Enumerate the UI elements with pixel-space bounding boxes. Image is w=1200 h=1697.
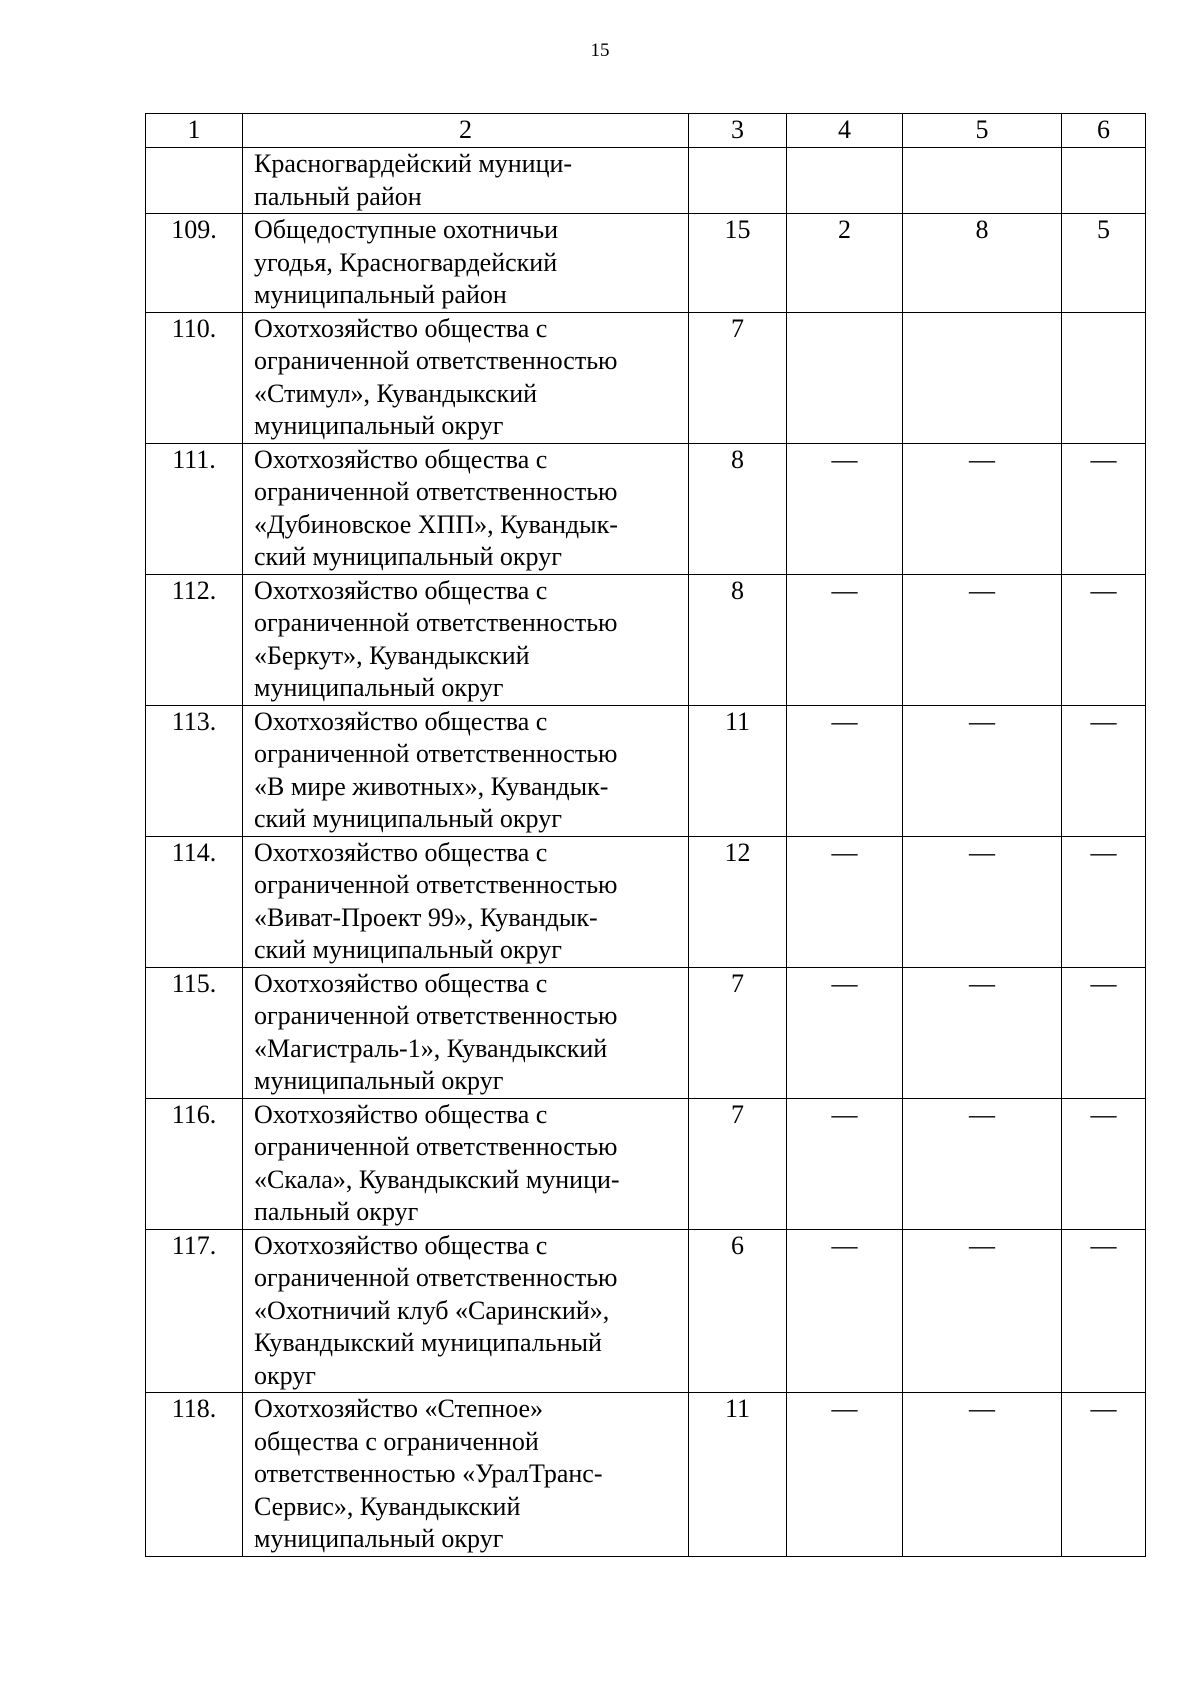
value-cell-c3: 11 — [689, 1393, 787, 1557]
name-line: муниципальный район — [254, 280, 507, 309]
value-cell-c4: — — [787, 574, 903, 705]
hunting-ground-name — [243, 574, 689, 705]
value-cell-c3: 8 — [689, 443, 787, 574]
value-cell-c3: 15 — [689, 214, 787, 313]
hunting-ground-name — [243, 1098, 689, 1229]
value-cell-c6: — — [1062, 1098, 1146, 1229]
value-cell-c5: — — [903, 967, 1062, 1098]
value-cell-c3: 8 — [689, 574, 787, 705]
name-line: «Дубиновское ХПП», Кувандык- — [254, 509, 618, 539]
name-line: Охотхозяйство общества с — [254, 1099, 548, 1129]
hunting-ground-name — [243, 967, 689, 1098]
row-number: 115. — [146, 967, 243, 1098]
column-header: 5 — [903, 114, 1062, 148]
row-number: 114. — [146, 836, 243, 967]
name-line: муниципальный округ — [254, 673, 504, 702]
value-cell-c6: — — [1062, 967, 1146, 1098]
name-line: «Беркут», Кувандыкский — [254, 640, 530, 670]
table-row — [146, 705, 1146, 836]
name-line: ограниченной ответственностью — [254, 1001, 618, 1030]
table-row — [146, 1098, 1146, 1229]
hunting-ground-name — [243, 1393, 689, 1557]
hunting-ground-name — [243, 443, 689, 574]
name-line: общества с ограниченной — [254, 1426, 539, 1456]
name-line: угодья, Красногвардейский — [254, 247, 558, 277]
table-row — [146, 214, 1146, 313]
value-cell-c3: 7 — [689, 312, 787, 443]
name-line: муниципальный округ — [254, 1524, 504, 1553]
value-cell-c5: — — [903, 1229, 1062, 1393]
row-number: 117. — [146, 1229, 243, 1393]
name-line: Охотхозяйство общества с — [254, 313, 548, 343]
hunting-ground-name — [243, 836, 689, 967]
name-line: «Магистраль-1», Кувандыкский — [254, 1033, 608, 1063]
name-line: Охотхозяйство общества с — [254, 444, 548, 474]
name-line: муниципальный округ — [254, 1066, 504, 1095]
row-number: 111. — [146, 443, 243, 574]
value-cell-c5: — — [903, 1098, 1062, 1229]
value-cell-c3 — [689, 148, 787, 214]
value-cell-c5: — — [903, 1393, 1062, 1557]
column-header: 1 — [146, 114, 243, 148]
name-line: «Стимул», Кувандыкский — [254, 378, 538, 408]
table-header-row — [146, 114, 1146, 148]
column-header: 4 — [787, 114, 903, 148]
value-cell-c5: — — [903, 443, 1062, 574]
value-cell-c6 — [1062, 148, 1146, 214]
name-line: Охотхозяйство общества с — [254, 1230, 548, 1260]
row-number: 110. — [146, 312, 243, 443]
row-number: 109. — [146, 214, 243, 313]
column-header: 3 — [689, 114, 787, 148]
value-cell-c4 — [787, 312, 903, 443]
row-number: 116. — [146, 1098, 243, 1229]
name-line: Охотхозяйство общества с — [254, 706, 548, 736]
name-line: ограниченной ответственностью — [254, 608, 618, 637]
table-row — [146, 1229, 1146, 1393]
table-row — [146, 148, 1146, 214]
value-cell-c3: 6 — [689, 1229, 787, 1393]
table-row — [146, 1393, 1146, 1557]
value-cell-c4: — — [787, 1229, 903, 1393]
hunting-ground-name — [243, 705, 689, 836]
name-line: ограниченной ответственностью — [254, 1132, 618, 1161]
row-number — [146, 148, 243, 214]
name-line: Красногвардейский муници- — [254, 149, 573, 178]
value-cell-c5: — — [903, 836, 1062, 967]
value-cell-c3: 7 — [689, 1098, 787, 1229]
hunting-ground-name — [243, 148, 689, 214]
value-cell-c4 — [787, 148, 903, 214]
name-line: Охотхозяйство «Степное» — [254, 1394, 544, 1423]
value-cell-c4: — — [787, 705, 903, 836]
name-line: ограниченной ответственностью — [254, 477, 618, 506]
name-line: ответственностью «УралТранс- — [254, 1459, 603, 1488]
name-line: Охотхозяйство общества с — [254, 575, 548, 605]
name-line: Охотхозяйство общества с — [254, 837, 548, 867]
name-line: муниципальный округ — [254, 411, 504, 440]
row-number: 118. — [146, 1393, 243, 1557]
name-line: ограниченной ответственностью — [254, 1263, 618, 1292]
value-cell-c4: — — [787, 443, 903, 574]
column-header: 2 — [243, 114, 689, 148]
row-number: 113. — [146, 705, 243, 836]
name-line: Общедоступные охотничьи — [254, 215, 559, 244]
value-cell-c4: — — [787, 1393, 903, 1557]
table-row — [146, 443, 1146, 574]
value-cell-c6: — — [1062, 705, 1146, 836]
name-line: ский муниципальный округ — [254, 804, 562, 833]
value-cell-c4: — — [787, 967, 903, 1098]
name-line: «В мире животных», Кувандык- — [254, 771, 609, 801]
hunting-ground-name — [243, 1229, 689, 1393]
name-line: ский муниципальный округ — [254, 542, 562, 571]
name-line: ограниченной ответственностью — [254, 346, 618, 375]
value-cell-c6 — [1062, 312, 1146, 443]
name-line: округ — [254, 1360, 316, 1390]
table-row — [146, 574, 1146, 705]
value-cell-c5: — — [903, 574, 1062, 705]
value-cell-c5 — [903, 312, 1062, 443]
name-line: ограниченной ответственностью — [254, 739, 618, 768]
name-line: «Виват-Проект 99», Кувандык- — [254, 902, 598, 932]
value-cell-c6: — — [1062, 1229, 1146, 1393]
value-cell-c6: — — [1062, 443, 1146, 574]
value-cell-c4: 2 — [787, 214, 903, 313]
name-line: Кувандыкский муниципальный — [254, 1328, 602, 1357]
name-line: ский муниципальный округ — [254, 935, 562, 964]
value-cell-c5: 8 — [903, 214, 1062, 313]
name-line: пальный округ — [254, 1197, 419, 1226]
hunting-ground-name — [243, 214, 689, 313]
name-line: ограниченной ответственностью — [254, 870, 618, 899]
name-line: «Скала», Кувандыкский муници- — [254, 1164, 620, 1194]
hunting-ground-name — [243, 312, 689, 443]
name-line: «Охотничий клуб «Саринский», — [254, 1295, 610, 1325]
value-cell-c4: — — [787, 836, 903, 967]
value-cell-c6: — — [1062, 836, 1146, 967]
row-number: 112. — [146, 574, 243, 705]
hunting-grounds-table — [145, 113, 1146, 1557]
table-row — [146, 967, 1146, 1098]
table-row — [146, 312, 1146, 443]
value-cell-c3: 12 — [689, 836, 787, 967]
value-cell-c4: — — [787, 1098, 903, 1229]
value-cell-c6: — — [1062, 1393, 1146, 1557]
value-cell-c6: — — [1062, 574, 1146, 705]
name-line: Охотхозяйство общества с — [254, 968, 548, 998]
value-cell-c5 — [903, 148, 1062, 214]
column-header: 6 — [1062, 114, 1146, 148]
name-line: Сервис», Кувандыкский — [254, 1491, 521, 1521]
value-cell-c6: 5 — [1062, 214, 1146, 313]
value-cell-c3: 7 — [689, 967, 787, 1098]
value-cell-c5: — — [903, 705, 1062, 836]
page-number: 15 — [590, 40, 610, 61]
table-row — [146, 836, 1146, 967]
name-line: пальный район — [254, 181, 422, 211]
value-cell-c3: 11 — [689, 705, 787, 836]
